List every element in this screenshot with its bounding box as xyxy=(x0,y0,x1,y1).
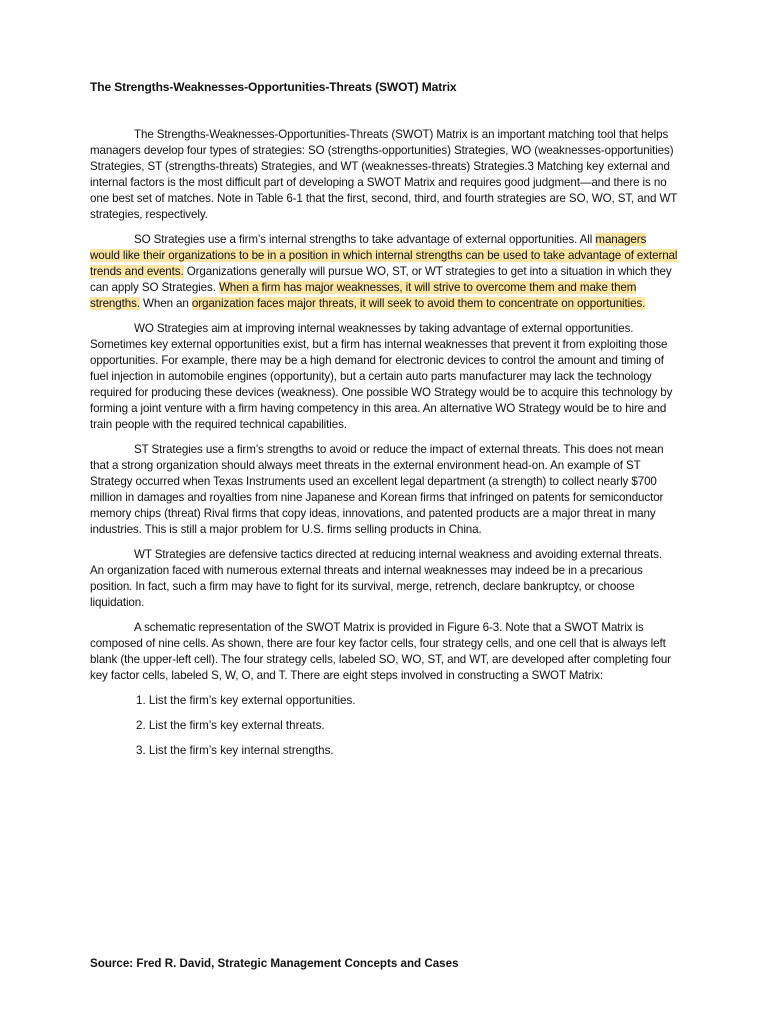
text-segment: WO Strategies aim at improving internal weaknesses by taking advantage of external opportunities. Sometimes key external opportunities exist, but a firm has internal weaknesses that prevent it from exploiting those opportunities. For example, there may be a high demand for electronic devices to control the amount and timing of fuel injection in automobile engines (opportunity), but a certain auto parts manufacturer may lack the technology required for producing these devices (weakness). One possible WO Strategy would be to acquire this technology by forming a joint venture with a firm having competency in this area. An alternative WO Strategy would be to hire and train people with the required technical capabilities. xyxy=(90,322,673,431)
highlighted-text: managers would like their organizations to be in a position in which internal strengths can be used to take advantage of external trends and events. xyxy=(90,233,678,278)
list-item: 2. List the firm’s key external threats. xyxy=(136,719,325,732)
text-segment: ST Strategies use a firm’s strengths to avoid or reduce the impact of external threats. This does not mean that a strong organization should always meet threats in the external environment head-on. An example of ST Strategy occurred when Texas Instruments used an excellent legal department (a strength) to collect nearly $700 million in damages and royalties from nine Japanese and Korean firms that infringed on patents for semiconductor memory chips (threat) Rival firms that copy ideas, innovations, and patented products are a major threat in many industries. This is still a major problem for U.S. firms selling products in China. xyxy=(90,443,664,536)
steps-list xyxy=(136,693,678,759)
paragraph-wt-strategies xyxy=(90,547,678,611)
source-citation: Source: Fred R. David, Strategic Management Concepts and Cases xyxy=(90,957,459,970)
document-title: The Strengths-Weaknesses-Opportunities-Threats (SWOT) Matrix xyxy=(90,80,457,94)
paragraph-intro xyxy=(90,127,678,223)
paragraph-schematic xyxy=(90,620,678,684)
text-segment: The Strengths-Weaknesses-Opportunities-Threats (SWOT) Matrix is an important matching tool that helps managers develop four types of strategies: SO (strengths-opportunities) Strategies, WO (weaknesses-opportunities) Strategies, ST (strengths-threats) Strategies, and WT (weaknesses-threats) Strategies.3 Matching key external and internal factors is the most difficult part of developing a SWOT Matrix and requires good judgment—and there is no one best set of matches. Note in Table 6-1 that the first, second, third, and fourth strategies are SO, WO, ST, and WT strategies, respectively. xyxy=(90,128,678,221)
paragraph-st-strategies xyxy=(90,442,678,538)
text-segment: When an xyxy=(139,297,192,310)
text-segment: SO Strategies use a firm’s internal strengths to take advantage of external opportunities. All xyxy=(134,233,596,246)
text-segment: Organizations generally will pursue WO, ST, or WT strategies to get into a situation in which they can apply SO Strategies. xyxy=(90,265,672,294)
highlighted-text: organization faces major threats, it will seek to avoid them to concentrate on opportunities. xyxy=(191,297,646,310)
document-body xyxy=(90,127,678,768)
highlighted-text: When a firm has major weaknesses, it will strive to overcome them and make them strengths. xyxy=(90,281,637,310)
list-item: 1. List the firm’s key external opportunities. xyxy=(136,694,356,707)
paragraph-so-strategies xyxy=(90,232,678,312)
list-item: 3. List the firm’s key internal strengths. xyxy=(136,744,334,757)
text-segment: A schematic representation of the SWOT Matrix is provided in Figure 6-3. Note that a SWOT Matrix is composed of nine cells. As shown, there are four key factor cells, four strategy cells, and one cell that is always left blank (the upper-left cell). The four strategy cells, labeled SO, WO, ST, and WT, are developed after completing four key factor cells, labeled S, W, O, and T. There are eight steps involved in constructing a SWOT Matrix: xyxy=(90,621,671,682)
text-segment: WT Strategies are defensive tactics directed at reducing internal weakness and avoiding external threats. An organization faced with numerous external threats and internal weaknesses may indeed be in a precarious position. In fact, such a firm may have to fight for its survival, merge, retrench, declare bankruptcy, or choose liquidation. xyxy=(90,548,663,609)
paragraph-wo-strategies xyxy=(90,321,678,433)
